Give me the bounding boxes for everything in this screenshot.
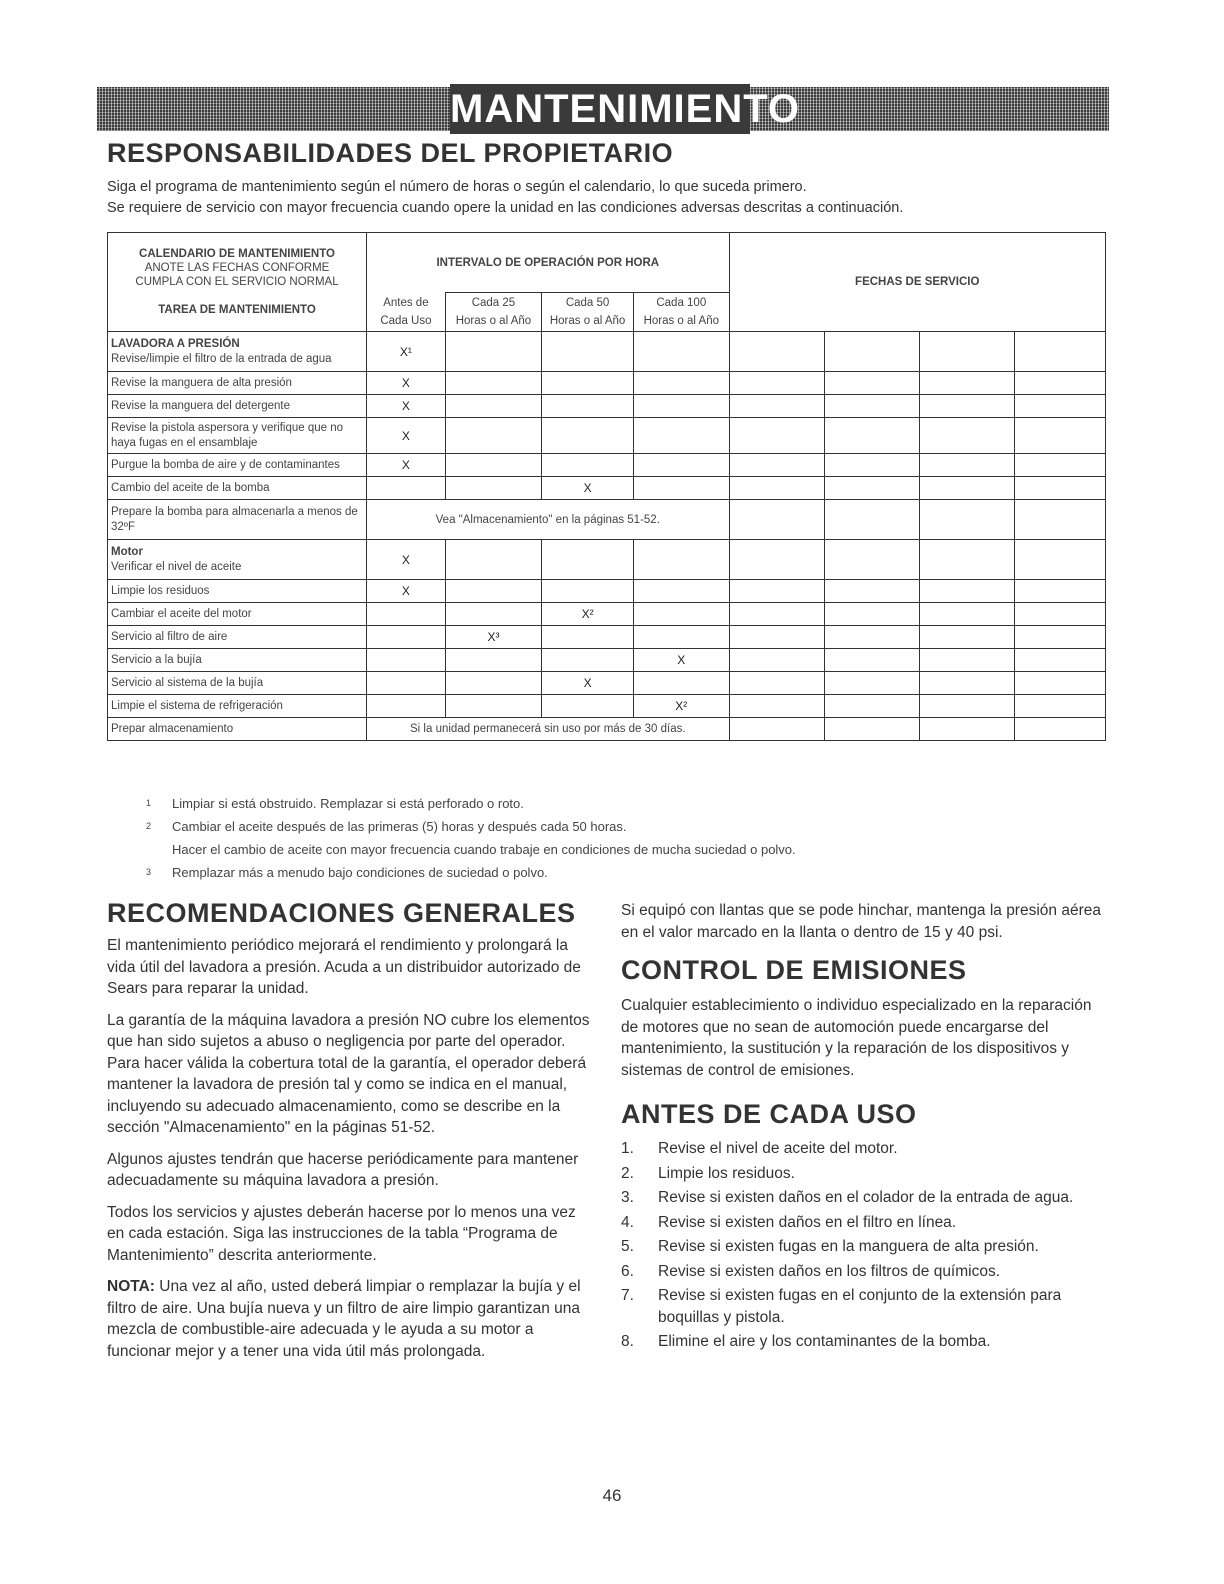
service-date-cell[interactable]	[1015, 672, 1106, 695]
service-date-cell[interactable]	[729, 603, 824, 626]
item-number: 2.	[621, 1164, 634, 1182]
interval-mark	[367, 672, 446, 695]
task-text: Servicio al sistema de la bujía	[111, 676, 264, 689]
service-date-cell[interactable]	[729, 540, 824, 580]
service-date-cell[interactable]	[729, 718, 824, 741]
col-every-50: Cada 50 Horas o al Año	[542, 293, 634, 332]
task-cell	[108, 395, 367, 418]
service-date-cell[interactable]	[824, 395, 919, 418]
interval-mark	[634, 672, 729, 695]
interval-mark	[634, 477, 729, 500]
service-date-cell[interactable]	[1015, 332, 1106, 372]
service-date-cell[interactable]	[729, 626, 824, 649]
list-item	[621, 1285, 1111, 1328]
page-number: 46	[602, 1486, 622, 1505]
service-date-cell[interactable]	[919, 672, 1014, 695]
task-cell	[108, 540, 367, 580]
service-date-cell[interactable]	[729, 395, 824, 418]
interval-mark	[542, 649, 634, 672]
interval-mark	[367, 695, 446, 718]
service-date-cell[interactable]	[729, 477, 824, 500]
table-row	[108, 695, 1106, 718]
interval-mark	[542, 395, 634, 418]
interval-mark: X	[367, 540, 446, 580]
interval-mark	[445, 332, 541, 372]
interval-mark	[445, 695, 541, 718]
task-text: Cambiar el aceite del motor	[111, 607, 252, 620]
task-cell	[108, 603, 367, 626]
interval-mark	[634, 603, 729, 626]
interval-mark	[634, 540, 729, 580]
interval-mark: X	[367, 418, 446, 454]
service-date-cell[interactable]	[1015, 372, 1106, 395]
list-item	[621, 1138, 1111, 1160]
service-date-cell[interactable]	[919, 500, 1014, 540]
service-date-cell[interactable]	[1015, 603, 1106, 626]
item-number: 5.	[621, 1238, 634, 1255]
service-date-cell[interactable]	[919, 695, 1014, 718]
interval-mark: X¹	[367, 332, 446, 372]
interval-mark	[445, 672, 541, 695]
task-cell	[108, 454, 367, 477]
footnote-2: Cambiar el aceite después de las primeras (5) horas y después cada 50 horas.	[172, 819, 627, 834]
task-cell	[108, 672, 367, 695]
task-text: Limpie el sistema de refrigeración	[111, 699, 283, 712]
calendar-title: CALENDARIO DE MANTENIMIENTO	[139, 248, 335, 260]
table-row	[108, 603, 1106, 626]
task-text: Revise la pistola aspersora y verifique que no haya fugas en el ensamblaje	[111, 421, 344, 449]
interval-mark: X	[542, 477, 634, 500]
note-label: NOTA:	[107, 1278, 155, 1295]
item-text: Revise el nivel de aceite del motor.	[658, 1140, 898, 1157]
task-cell	[108, 332, 367, 372]
interval-mark: X	[367, 580, 446, 603]
service-date-cell[interactable]	[919, 580, 1014, 603]
item-text: Revise si existen daños en el filtro en línea.	[658, 1213, 957, 1231]
service-date-cell[interactable]	[919, 540, 1014, 580]
interval-mark	[542, 454, 634, 477]
general-heading: RECOMENDACIONES GENERALES	[107, 898, 576, 928]
note-text: Una vez al año, usted deberá limpiar o remplazar la bujía y el filtro de aire. Una bujía nueva y un filtro de aire limpio garantizan una mezcla de combustible-aire adecuada y le ayuda a su motor a funcionar mejor y a tener una vida útil más prolongada.	[107, 1278, 581, 1360]
task-cell	[108, 695, 367, 718]
list-item	[621, 1261, 1111, 1283]
service-date-cell[interactable]	[729, 418, 824, 454]
service-date-cell[interactable]	[729, 454, 824, 477]
list-item	[621, 1187, 1111, 1209]
interval-mark	[542, 332, 634, 372]
general-p2: La garantía de la máquina lavadora a presión NO cubre los elementos que han sido sujetos a abuso o negligencia por parte del operador. Para hacer válida la cobertura total de la garantía, el operador deberá mantener la lavadora de presión tal y como se indica en el manual, incluyendo su adecuado almacenamiento, como se describe en la sección "Almacenamiento" en la páginas 51-52.	[107, 1011, 590, 1136]
task-text: Verificar el nivel de aceite	[111, 560, 242, 573]
span-note: Vea "Almacenamiento" en la páginas 51-52.	[367, 500, 729, 540]
service-date-cell[interactable]	[1015, 500, 1106, 540]
list-item	[621, 1212, 1111, 1234]
task-text: Limpie los residuos	[111, 584, 210, 597]
section-label: LAVADORA A PRESIÓN	[111, 337, 240, 350]
task-text: Prepare la bomba para almacenarla a menos de 32ºF	[111, 505, 358, 533]
item-text: Revise si existen fugas en la manguera de alta presión.	[658, 1238, 1039, 1255]
task-cell	[108, 649, 367, 672]
general-p1: El mantenimiento periódico mejorará el rendimiento y prolongará la vida útil del lavadora a presión. Acuda a un distribuidor autorizado de Sears para reparar la unidad.	[107, 937, 581, 997]
item-text: Elimine el aire y los contaminantes de la bomba.	[658, 1333, 991, 1350]
interval-mark	[542, 580, 634, 603]
general-note	[107, 1276, 595, 1362]
general-recommendations	[107, 898, 595, 1362]
item-number: 4.	[621, 1213, 634, 1231]
task-cell	[108, 718, 367, 741]
interval-mark	[634, 580, 729, 603]
interval-mark	[542, 418, 634, 454]
col-before-each-use: Antes de Cada Uso	[367, 293, 446, 332]
interval-mark	[445, 454, 541, 477]
interval-mark	[445, 540, 541, 580]
right-column	[621, 900, 1111, 1356]
table-row	[108, 454, 1106, 477]
service-date-cell[interactable]	[729, 695, 824, 718]
service-date-cell[interactable]	[824, 603, 919, 626]
service-date-cell[interactable]	[729, 580, 824, 603]
service-date-cell[interactable]	[824, 332, 919, 372]
interval-mark	[542, 626, 634, 649]
intro-line-1: Siga el programa de mantenimiento según el número de horas o según el calendario, lo que suceda primero.	[107, 179, 807, 195]
item-text: Revise si existen fugas en el conjunto de la extensión para boquillas y pistola.	[658, 1287, 1062, 1326]
interval-mark	[445, 418, 541, 454]
service-date-cell[interactable]	[1015, 540, 1106, 580]
before-use-list	[621, 1138, 1111, 1353]
interval-mark	[542, 372, 634, 395]
span-note: Si la unidad permanecerá sin uso por más de 30 días.	[367, 718, 729, 741]
interval-header: INTERVALO DE OPERACIÓN POR HORA	[367, 233, 729, 293]
interval-mark	[634, 626, 729, 649]
interval-mark: X³	[445, 626, 541, 649]
service-date-cell[interactable]	[1015, 454, 1106, 477]
service-date-cell[interactable]	[824, 626, 919, 649]
banner-title: MANTENIMIENTO	[450, 84, 750, 134]
service-date-cell[interactable]	[824, 540, 919, 580]
task-cell	[108, 418, 367, 454]
service-date-cell[interactable]	[1015, 695, 1106, 718]
interval-mark	[634, 395, 729, 418]
interval-mark: X	[367, 395, 446, 418]
service-date-cell[interactable]	[1015, 649, 1106, 672]
table-row	[108, 418, 1106, 454]
service-date-cell[interactable]	[919, 603, 1014, 626]
service-date-cell[interactable]	[824, 580, 919, 603]
calendar-note-2: CUMPLA CON EL SERVICIO NORMAL	[135, 276, 339, 288]
interval-mark	[367, 477, 446, 500]
tires-text: Si equipó con llantas que se pode hinchar, mantenga la presión aérea en el valor marcado en la llanta o dentro de 15 y 40 psi.	[621, 902, 1101, 941]
task-text: Purgue la bomba de aire y de contaminantes	[111, 458, 340, 471]
item-text: Revise si existen daños en los filtros de químicos.	[658, 1262, 1001, 1280]
item-number: 1.	[621, 1140, 634, 1157]
emissions-heading: CONTROL DE EMISIONES	[621, 955, 967, 985]
service-date-cell[interactable]	[824, 718, 919, 741]
table-row	[108, 372, 1106, 395]
list-item	[621, 1236, 1111, 1258]
list-item	[621, 1331, 1111, 1353]
service-date-cell[interactable]	[824, 672, 919, 695]
service-date-cell[interactable]	[1015, 718, 1106, 741]
service-date-cell[interactable]	[729, 372, 824, 395]
item-text: Revise si existen daños en el colador de la entrada de agua.	[658, 1189, 1074, 1206]
interval-mark	[445, 477, 541, 500]
table-row	[108, 540, 1106, 580]
owner-intro	[107, 177, 1107, 219]
service-date-cell[interactable]	[824, 418, 919, 454]
service-date-cell[interactable]	[824, 649, 919, 672]
calendar-note-1: ANOTE LAS FECHAS CONFORME	[144, 262, 330, 274]
before-use-heading: ANTES DE CADA USO	[621, 1099, 917, 1129]
task-cell	[108, 626, 367, 649]
task-text: Revise/limpie el filtro de la entrada de agua	[111, 352, 332, 365]
table-row	[108, 626, 1106, 649]
item-text: Limpie los residuos.	[658, 1164, 795, 1182]
service-date-cell[interactable]	[824, 372, 919, 395]
task-header: TAREA DE MANTENIMIENTO	[158, 304, 316, 316]
table-row	[108, 649, 1106, 672]
calendar-header-cell	[108, 233, 367, 332]
task-text: Cambio del aceite de la bomba	[111, 481, 270, 494]
interval-mark: X	[367, 454, 446, 477]
task-text: Revise la manguera del detergente	[111, 399, 291, 412]
interval-mark	[445, 603, 541, 626]
task-text: Revise la manguera de alta presión	[111, 376, 292, 389]
general-p4: Todos los servicios y ajustes deberán hacerse por lo menos una vez en cada estación. Siga las instrucciones de la tabla “Programa de Mantenimiento” descrita anteriormente.	[107, 1203, 576, 1264]
interval-mark	[367, 649, 446, 672]
maintenance-schedule-table	[107, 232, 1106, 741]
service-date-cell[interactable]	[919, 332, 1014, 372]
interval-mark	[367, 626, 446, 649]
service-date-cell[interactable]	[729, 500, 824, 540]
task-text: Servicio a la bujía	[111, 653, 202, 666]
interval-mark	[445, 395, 541, 418]
service-date-cell[interactable]	[1015, 626, 1106, 649]
emissions-text: Cualquier establecimiento o individuo especializado en la reparación de motores que no sean de automoción puede encargarse del mantenimiento, la sustitución y la reparación de los dispositivos y sistemas de control de emisiones.	[621, 997, 1092, 1079]
table-row	[108, 332, 1106, 372]
interval-mark	[634, 372, 729, 395]
table-row	[108, 477, 1106, 500]
section-label: Motor	[111, 545, 143, 558]
service-date-cell[interactable]	[729, 672, 824, 695]
interval-mark	[634, 332, 729, 372]
item-number: 6.	[621, 1262, 634, 1280]
footnote-1: Limpiar si está obstruido. Remplazar si está perforado o roto.	[172, 796, 524, 811]
col-every-100: Cada 100 Horas o al Año	[634, 293, 729, 332]
task-cell	[108, 500, 367, 540]
interval-mark	[367, 603, 446, 626]
service-date-cell[interactable]	[1015, 418, 1106, 454]
item-number: 7.	[621, 1287, 634, 1304]
intro-line-2: Se requiere de servicio con mayor frecuencia cuando opere la unidad en las condiciones adversas descritas a continuación.	[107, 200, 904, 216]
interval-mark: X	[367, 372, 446, 395]
footnote-2b: Hacer el cambio de aceite con mayor frecuencia cuando trabaje en condiciones de mucha suciedad o polvo.	[172, 842, 796, 857]
interval-mark	[542, 540, 634, 580]
table-row	[108, 718, 1106, 741]
general-p3: Algunos ajustes tendrán que hacerse periódicamente para mantener adecuadamente su máquina lavadora a presión.	[107, 1150, 579, 1189]
service-date-cell[interactable]	[1015, 395, 1106, 418]
interval-mark	[445, 580, 541, 603]
service-dates-header: FECHAS DE SERVICIO	[729, 233, 1105, 332]
service-date-cell[interactable]	[824, 454, 919, 477]
interval-mark: X	[542, 672, 634, 695]
service-date-cell[interactable]	[824, 477, 919, 500]
service-date-cell[interactable]	[919, 454, 1014, 477]
task-cell	[108, 477, 367, 500]
footnotes: 1 Limpiar si está obstruido. Remplazar si está perforado o roto. 2 Cambiar el aceite después de las primeras (5) horas y después cada 50 horas. Hacer el cambio de aceite con mayor frecuencia cuando trabaje en condiciones de mucha suciedad o polvo. 3 Remplazar más a menudo bajo condiciones de suciedad o polvo.	[146, 796, 796, 880]
service-date-cell[interactable]	[919, 418, 1014, 454]
item-number: 8.	[621, 1333, 634, 1350]
service-date-cell[interactable]	[824, 500, 919, 540]
owner-heading: RESPONSABILIDADES DEL PROPIETARIO	[107, 138, 674, 168]
list-item	[621, 1163, 1111, 1185]
service-date-cell[interactable]	[729, 649, 824, 672]
interval-mark	[634, 418, 729, 454]
table-row	[108, 395, 1106, 418]
interval-mark	[445, 372, 541, 395]
task-cell	[108, 372, 367, 395]
service-date-cell[interactable]	[1015, 580, 1106, 603]
interval-mark	[445, 649, 541, 672]
table-row	[108, 500, 1106, 540]
interval-mark: X	[634, 649, 729, 672]
table-row	[108, 672, 1106, 695]
interval-mark: X²	[542, 603, 634, 626]
service-date-cell[interactable]	[919, 626, 1014, 649]
item-number: 3.	[621, 1189, 634, 1206]
service-date-cell[interactable]	[919, 718, 1014, 741]
table-row	[108, 580, 1106, 603]
service-date-cell[interactable]	[919, 649, 1014, 672]
task-text: Prepar almacenamiento	[111, 722, 234, 735]
task-text: Servicio al filtro de aire	[111, 630, 228, 643]
service-date-cell[interactable]	[919, 477, 1014, 500]
service-date-cell[interactable]	[729, 332, 824, 372]
task-cell	[108, 580, 367, 603]
service-date-cell[interactable]	[919, 372, 1014, 395]
service-date-cell[interactable]	[824, 695, 919, 718]
interval-mark: X²	[634, 695, 729, 718]
service-date-cell[interactable]	[1015, 477, 1106, 500]
service-date-cell[interactable]	[919, 395, 1014, 418]
col-every-25: Cada 25 Horas o al Año	[445, 293, 541, 332]
interval-mark	[542, 695, 634, 718]
footnote-3: Remplazar más a menudo bajo condiciones de suciedad o polvo.	[172, 865, 548, 880]
interval-mark	[634, 454, 729, 477]
